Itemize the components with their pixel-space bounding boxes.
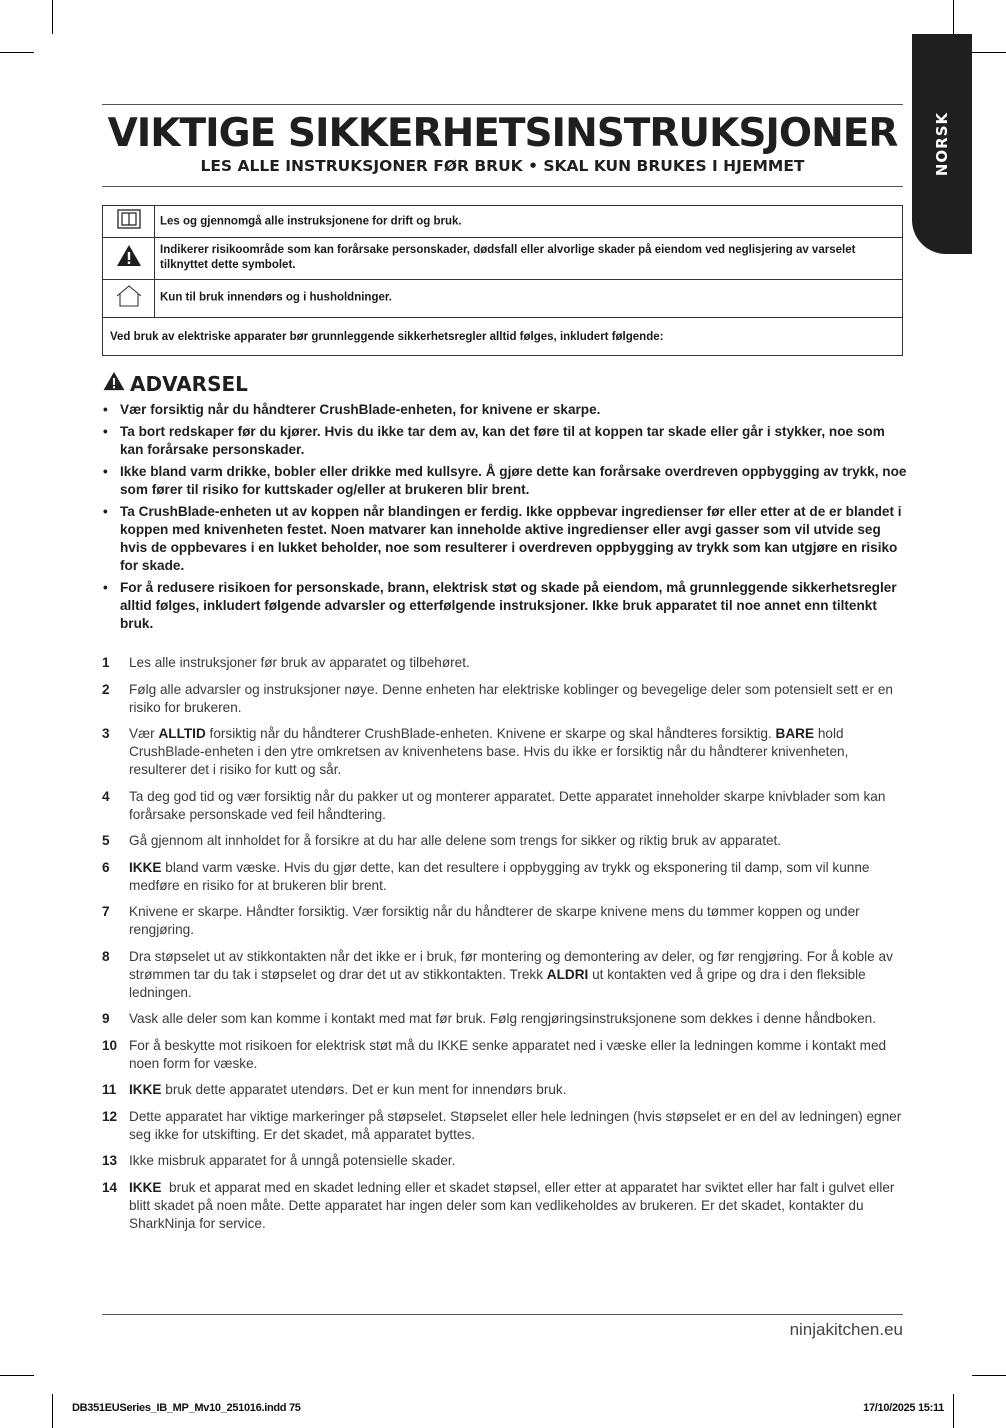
instruction-text: bruk et apparat med en skadet ledning eller et skadet støpsel, eller etter at apparatet har sviktet eller har falt i gulvet eller blitt skadet på noen måte. Dette apparatet har ingen deler som kan vedlikeholdes av brukeren. Er det skadet, kontakter du SharkNinja for service.: [129, 1179, 899, 1231]
instruction-item: [102, 1037, 902, 1073]
instruction-text: Ikke misbruk apparatet for å unngå potensielle skader.: [129, 1153, 456, 1168]
symbol-row: [103, 206, 902, 238]
instruction-text: Ta deg god tid og vær forsiktig når du pakker ut og monterer apparatet. Dette apparatet inneholder skarpe knivblader som kan forårsake personskade ved feil håndtering.: [129, 788, 886, 822]
instruction-emphasis: IKKE: [129, 1082, 162, 1097]
instruction-item: [102, 1010, 902, 1028]
instruction-number: 11: [102, 1082, 117, 1097]
instruction-number: 6: [102, 859, 110, 875]
instruction-text: Dette apparatet har viktige markeringer på støpselet. Støpselet eller hele ledningen (hvis støpselet er en del av ledningen) egner seg ikke for utskifting. Er det skadet, må apparatet byttes.: [129, 1108, 902, 1142]
instruction-item: [102, 859, 902, 895]
crop-mark: [953, 1394, 954, 1428]
warning-item: • For å redusere risikoen for personskade, brann, elektrisk støt og skade på eiendom, må grunnleggende sikkerhetsregler alltid følges, inkludert følgende advarsler og etterfølgende instruksjoner. Ikke bruk apparatet til noe annet enn tiltenkt bruk.: [102, 579, 907, 633]
crop-mark: [972, 1375, 1006, 1376]
instruction-item: [102, 681, 902, 717]
symbols-footer: Ved bruk av elektriske apparater bør grunnleggende sikkerhetsregler alltid følges, inkludert følgende:: [110, 331, 664, 343]
instruction-number: 1: [102, 655, 110, 670]
warning-item: • Ikke bland varm drikke, bobler eller drikke med kullsyre. Å gjøre dette kan forårsake overdreven oppbygging av trykk, noe som fører til risiko for kuttskader og/eller at brukeren blir brent.: [102, 463, 907, 499]
instruction-text: Gå gjennom alt innholdet for å forsikre at du har alle delene som trengs for sikker og riktig bruk av apparatet.: [129, 833, 782, 848]
website-url: ninjakitchen.eu: [789, 1320, 903, 1339]
language-tab-label: NORSK: [933, 111, 951, 177]
instruction-emphasis: IKKE: [129, 859, 162, 875]
warning-icon: [102, 371, 126, 396]
instruction-item: [102, 1108, 902, 1144]
instruction-item: [102, 832, 902, 850]
crop-mark: [0, 1375, 34, 1376]
instruction-item: [102, 1081, 902, 1099]
instruction-text: bruk dette apparatet utendørs. Det er kun ment for innendørs bruk.: [161, 1082, 567, 1097]
symbol-text: Indikerer risikoområde som kan forårsake personskader, dødsfall eller alvorlige skader på eiendom ved neglisjering av varselet tilknyttet dette symbolet.: [160, 244, 856, 271]
instruction-text: Følg alle advarsler og instruksjoner nøye. Denne enheten har elektriske koblinger og bevegelige deler som potensielt sett er en risiko for brukeren.: [129, 681, 893, 715]
page-title: VIKTIGE SIKKERHETSINSTRUKSJONER: [107, 111, 898, 156]
instruction-text: forsiktig når du håndterer CrushBlade-enheten. Knivene er skarpe og skal håndteres forsiktig.: [205, 726, 776, 741]
warning-heading-text: ADVARSEL: [130, 371, 248, 396]
warning-list: [102, 401, 907, 637]
instruction-number: 12: [102, 1108, 118, 1124]
symbol-text: Les og gjennomgå alle instruksjonene for drift og bruk.: [160, 215, 462, 227]
symbol-icon-cell: [103, 279, 155, 317]
instruction-number: 10: [102, 1037, 118, 1053]
print-slug-file: DB351EUSeries_IB_MP_Mv10_251016.indd 75: [72, 1402, 301, 1414]
instruction-item: [102, 654, 902, 672]
instruction-number: 5: [102, 833, 110, 848]
instruction-text: ut kontakten ved å gripe og dra i den fleksible ledningen.: [129, 966, 866, 1000]
crop-mark: [953, 0, 954, 34]
header-top-rule: [102, 104, 903, 105]
instruction-number: 4: [102, 788, 110, 804]
instruction-number: 9: [102, 1011, 110, 1026]
book-icon: [117, 209, 141, 234]
page-subtitle: LES ALLE INSTRUKSJONER FØR BRUK • SKAL KUN BRUKES I HJEMMET: [200, 157, 805, 175]
instruction-number: 13: [102, 1153, 118, 1168]
symbol-row: [103, 237, 902, 280]
instruction-text: hold CrushBlade-enheten i den ytre omkretsen av knivenhetens base. Hvis du ikke er forsiktig når du håndterer knivenheten, resulterer det i risiko for kutt og sår.: [129, 726, 849, 777]
instruction-text: Vær: [129, 726, 159, 741]
crop-mark: [972, 52, 1006, 53]
instruction-text: For å beskytte mot risikoen for elektrisk støt må du IKKE senke apparatet ned i væske eller la ledningen komme i kontakt med noen form for væske.: [129, 1037, 887, 1071]
house-icon: [115, 284, 143, 313]
crop-mark: [52, 0, 53, 34]
instruction-number: 14: [102, 1179, 118, 1195]
instruction-emphasis: BARE: [775, 726, 815, 741]
instruction-item: [102, 948, 902, 1002]
instruction-text: Les alle instruksjoner før bruk av apparatet og tilbehøret.: [129, 655, 470, 670]
warning-item: • Ta CrushBlade-enheten ut av koppen når blandingen er ferdig. Ikke oppbevar ingredienser før eller etter at de er blandet i koppen med knivenheten festet. Noen matvarer kan inneholde aktive ingredienser eller avgi gasser som vil utvide seg hvis de oppbevares i en lukket beholder, noe som resulterer i overdreven oppbygging av trykk som kan utgjøre en risiko for skade.: [102, 503, 907, 575]
instruction-text: Dra støpselet ut av stikkontakten når det ikke er i bruk, før montering og demontering av deler, og før rengjøring. For å koble av strømmen tar du tak i støpselet og drar det ut av stikkontakten. Trekk: [129, 948, 893, 982]
instruction-item: [102, 1152, 902, 1170]
header-bottom-rule: [102, 186, 903, 187]
instruction-number: 8: [102, 948, 110, 964]
warning-item: • Vær forsiktig når du håndterer CrushBlade-enheten, for knivene er skarpe.: [102, 401, 907, 419]
warning-item: • Ta bort redskaper før du kjører. Hvis du ikke tar dem av, kan det føre til at koppen tar skade eller går i stykker, noe som kan forårsake personskader.: [102, 423, 907, 459]
instruction-number: 7: [102, 904, 110, 919]
instruction-text: bland varm væske. Hvis du gjør dette, kan det resultere i oppbygging av trykk og eksponering til damp, som vil kunne medføre en risiko for at brukeren blir brent.: [129, 859, 870, 893]
warning-icon: [116, 244, 142, 272]
crop-mark: [52, 1394, 53, 1428]
instruction-text: Knivene er skarpe. Håndter forsiktig. Vær forsiktig når du håndterer de skarpe knivene mens du tømmer koppen og under rengjøring.: [129, 904, 860, 937]
instruction-emphasis: IKKE: [129, 1179, 162, 1195]
instruction-text: Vask alle deler som kan komme i kontakt med mat før bruk. Følg rengjøringsinstruksjonene som dekkes i denne håndboken.: [129, 1011, 876, 1026]
instruction-item: [102, 1179, 902, 1233]
instruction-number: 3: [102, 726, 110, 741]
instruction-item: [102, 788, 902, 824]
symbol-icon-cell: [103, 206, 155, 237]
symbol-row: [103, 279, 902, 318]
warning-heading: [102, 371, 248, 396]
symbol-text: Kun til bruk innendørs og i husholdninger.: [160, 291, 392, 304]
instruction-emphasis: ALDRI: [546, 966, 589, 982]
instruction-item: [102, 903, 902, 939]
print-slug-date: 17/10/2025 15:11: [863, 1402, 944, 1414]
symbols-table: [102, 205, 903, 356]
instruction-number: 2: [102, 681, 110, 697]
footer-rule: [102, 1314, 903, 1315]
instruction-item: [102, 725, 902, 779]
instruction-list: [102, 654, 902, 1241]
crop-mark: [0, 52, 34, 53]
instruction-emphasis: ALLTID: [158, 726, 206, 741]
symbol-icon-cell: [103, 237, 155, 279]
